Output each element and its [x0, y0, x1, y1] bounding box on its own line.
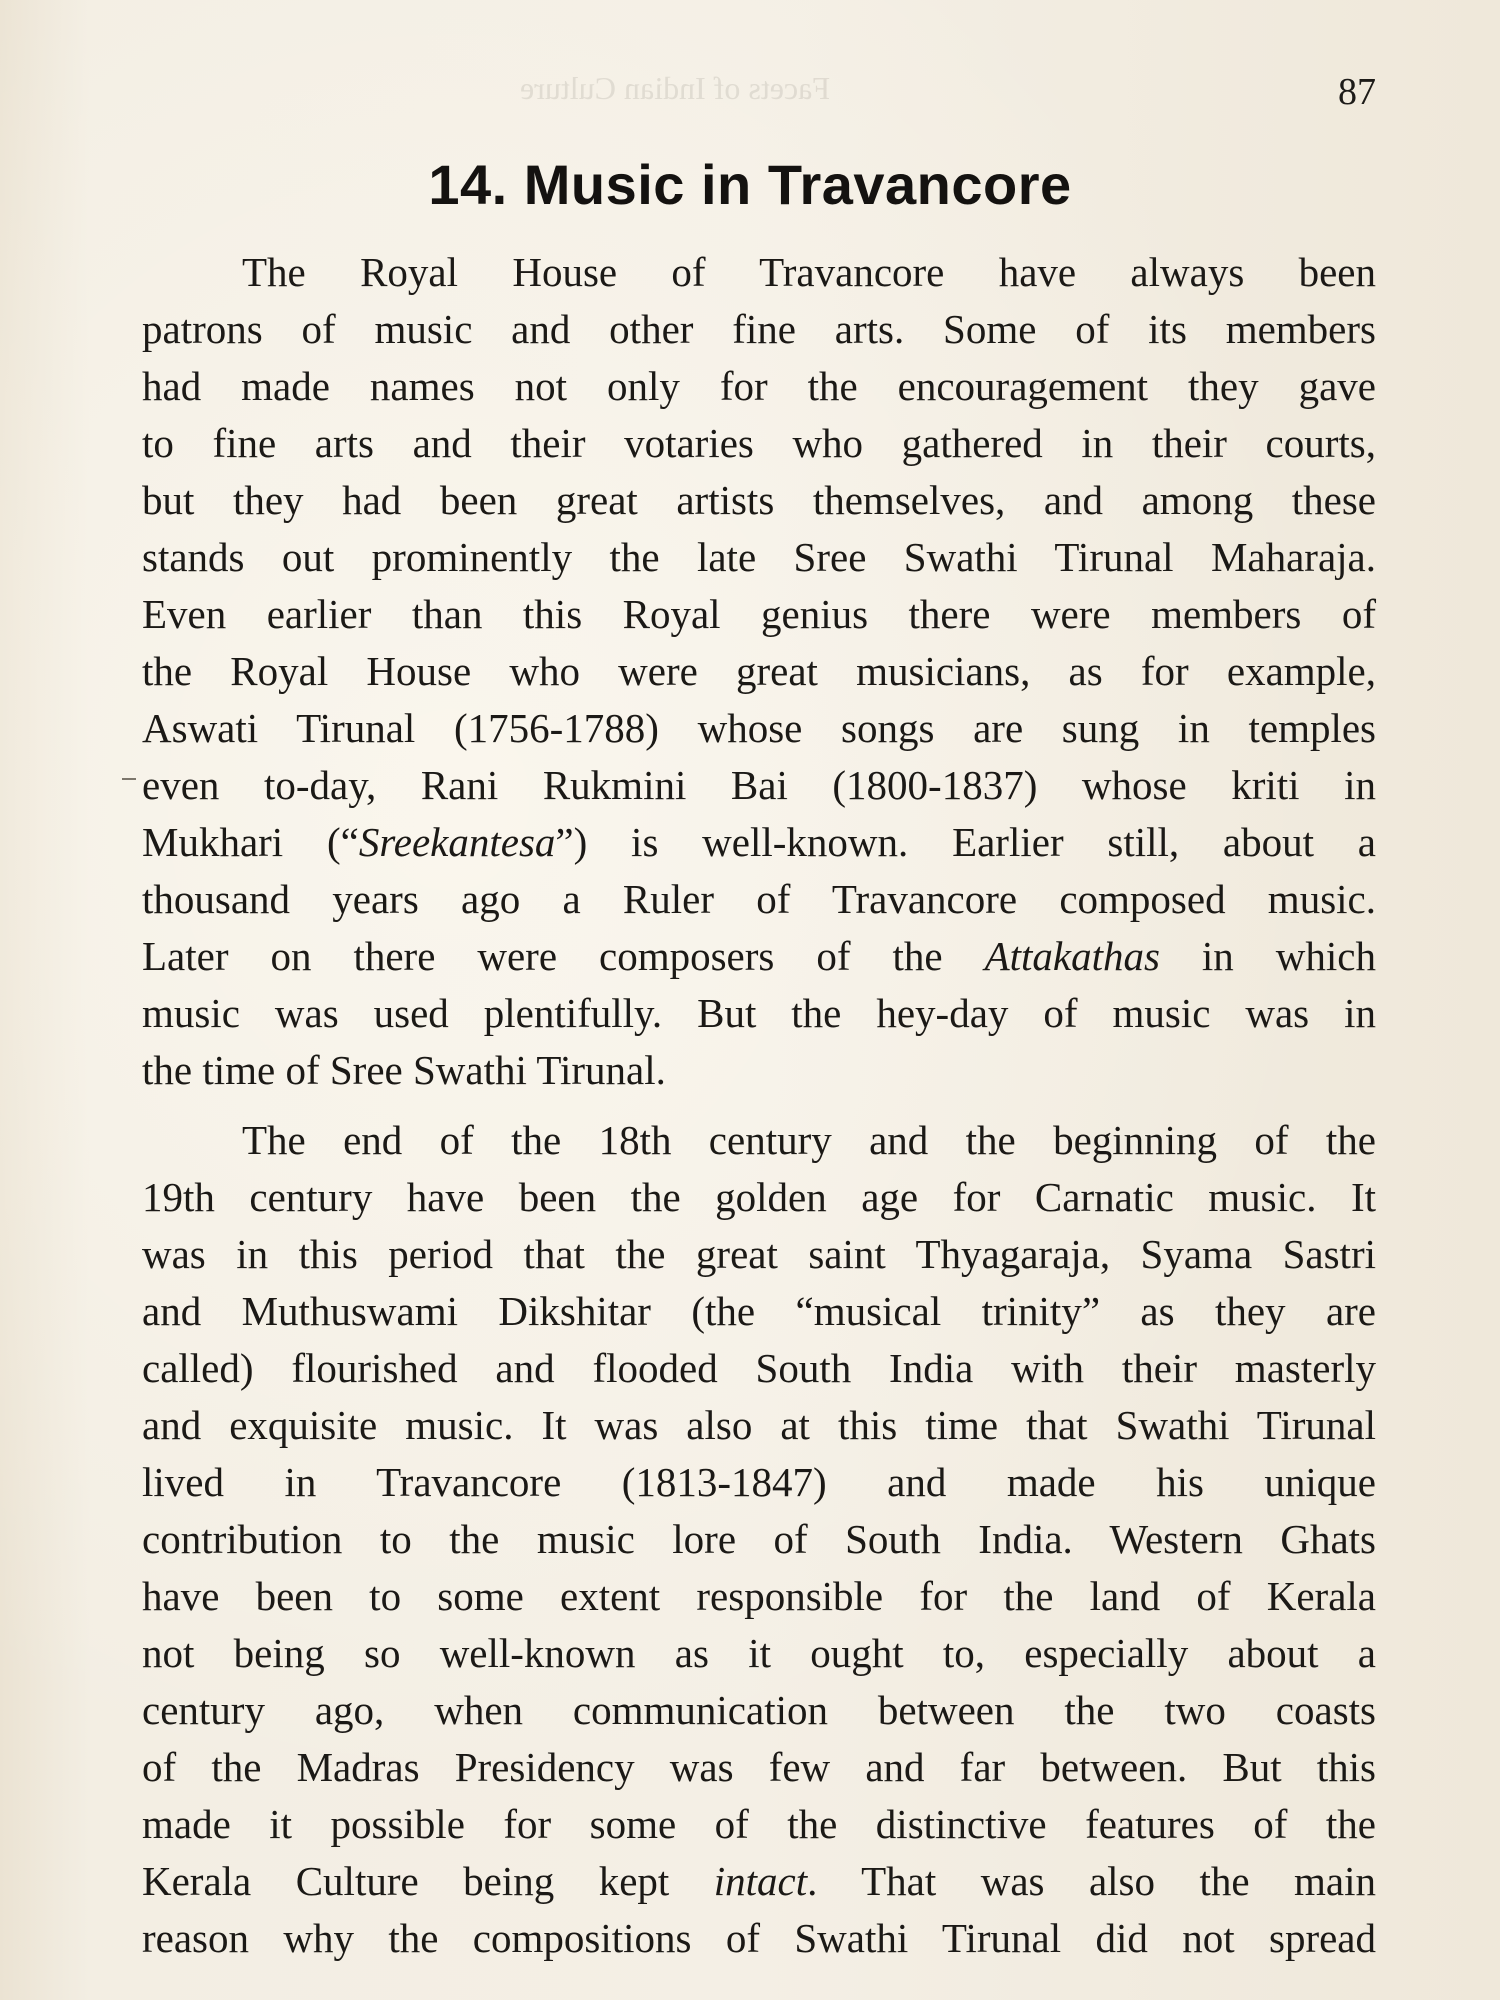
body-text [142, 244, 1376, 1967]
text-line: made it possible for some of the distinctive features of the [142, 1801, 1376, 1847]
text-line: Later on there were composers of the Attakathas in which [142, 933, 1376, 979]
text-line: The end of the 18th century and the beginning of the [242, 1117, 1376, 1163]
text-line: Mukhari (“Sreekantesa”) is well-known. Earlier still, about a [142, 819, 1376, 865]
text-line: the Royal House who were great musicians, as for example, [142, 648, 1376, 694]
chapter-title: 14. Music in Travancore [428, 153, 1072, 216]
text-line: and exquisite music. It was also at this time that Swathi Tirunal [142, 1402, 1376, 1448]
paragraph-1 [142, 244, 1376, 1099]
text-line: and Muthuswami Dikshitar (the “musical trinity” as they are [142, 1288, 1376, 1334]
text-line: contribution to the music lore of South India. Western Ghats [142, 1516, 1376, 1562]
text-line: thousand years ago a Ruler of Travancore composed music. [142, 876, 1376, 922]
text-line: not being so well-known as it ought to, especially about a [142, 1630, 1376, 1676]
text-line: Even earlier than this Royal genius there were members of [142, 591, 1376, 637]
paragraph-2 [142, 1112, 1376, 1967]
text-line: was in this period that the great saint Thyagaraja, Syama Sastri [142, 1231, 1376, 1277]
text-line: the time of Sree Swathi Tirunal. [142, 1047, 666, 1093]
text-line: even to-day, Rani Rukmini Bai (1800-1837) whose kriti in [142, 762, 1376, 808]
text-line: music was used plentifully. But the hey-day of music was in [142, 990, 1376, 1036]
show-through-running-head: Facets of Indian Culture [520, 70, 831, 106]
text-line: lived in Travancore (1813-1847) and made his unique [142, 1459, 1376, 1505]
text-line: Aswati Tirunal (1756-1788) whose songs are sung in temples [142, 705, 1376, 751]
text-line: called) flourished and flooded South India with their masterly [142, 1345, 1376, 1391]
text-line: have been to some extent responsible for the land of Kerala [142, 1573, 1376, 1619]
margin-pencil-mark [122, 778, 136, 780]
text-line: reason why the compositions of Swathi Tirunal did not spread [142, 1915, 1376, 1961]
text-line: to fine arts and their votaries who gathered in their courts, [142, 420, 1376, 466]
text-line: patrons of music and other fine arts. Some of its members [142, 306, 1376, 352]
text-line: of the Madras Presidency was few and far between. But this [142, 1744, 1376, 1790]
text-line: but they had been great artists themselves, and among these [142, 477, 1376, 523]
text-line: had made names not only for the encouragement they gave [142, 363, 1376, 409]
text-line: The Royal House of Travancore have always been [242, 249, 1376, 295]
text-line: century ago, when communication between the two coasts [142, 1687, 1376, 1733]
text-line: stands out prominently the late Sree Swathi Tirunal Maharaja. [142, 534, 1376, 580]
text-line: Kerala Culture being kept intact. That was also the main [142, 1858, 1376, 1904]
page-number: 87 [1338, 71, 1376, 113]
text-line: 19th century have been the golden age for Carnatic music. It [142, 1174, 1376, 1220]
